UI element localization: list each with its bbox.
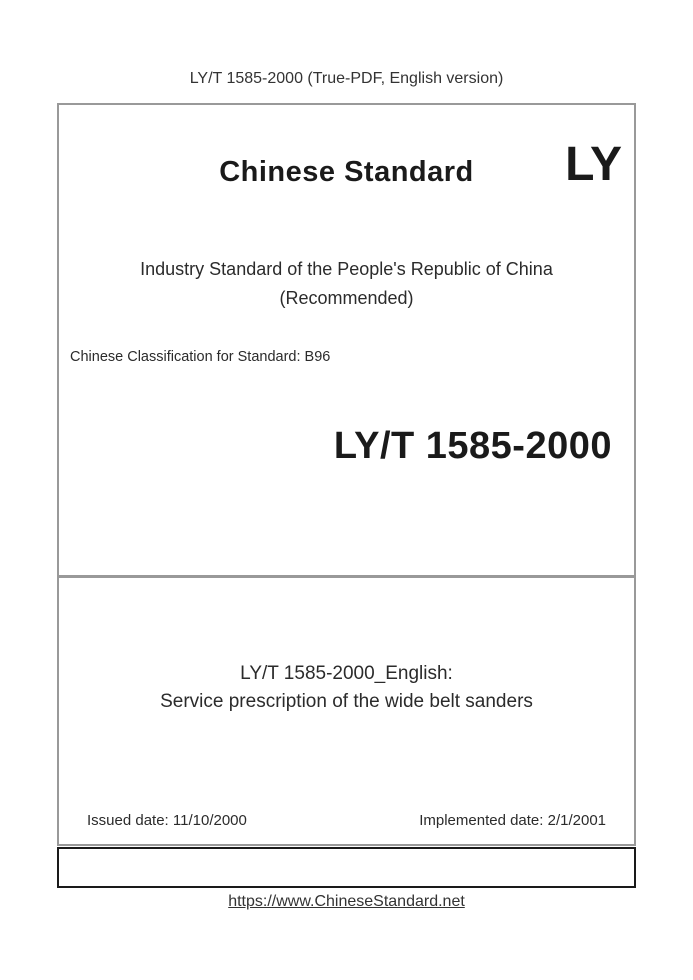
- bottom-empty-box: [57, 847, 636, 888]
- brand-title: Chinese Standard: [219, 156, 474, 188]
- document-title-block: [59, 660, 634, 716]
- standard-body-code: LY: [565, 138, 622, 191]
- page-header-title: LY/T 1585-2000 (True-PDF, English version): [189, 70, 504, 87]
- website-link[interactable]: https://www.ChineseStandard.net: [228, 893, 465, 910]
- issued-date: Issued date: 11/10/2000: [87, 812, 247, 829]
- section-divider: [57, 575, 636, 578]
- document-title-line1: LY/T 1585-2000_English:: [240, 663, 453, 684]
- footer: [0, 893, 693, 911]
- standard-number: LY/T 1585-2000: [333, 425, 612, 467]
- standard-type-line1: Industry Standard of the People's Republic of China: [140, 259, 553, 279]
- standard-type-block: [59, 255, 634, 313]
- dates-row: [59, 812, 634, 829]
- classification-code: Chinese Classification for Standard: B96: [70, 349, 331, 365]
- document-title-line2: Service prescription of the wide belt sanders: [160, 691, 533, 712]
- cover-main-box: [57, 103, 636, 846]
- implemented-date: Implemented date: 2/1/2001: [419, 812, 606, 829]
- standard-type-line2: (Recommended): [279, 288, 414, 308]
